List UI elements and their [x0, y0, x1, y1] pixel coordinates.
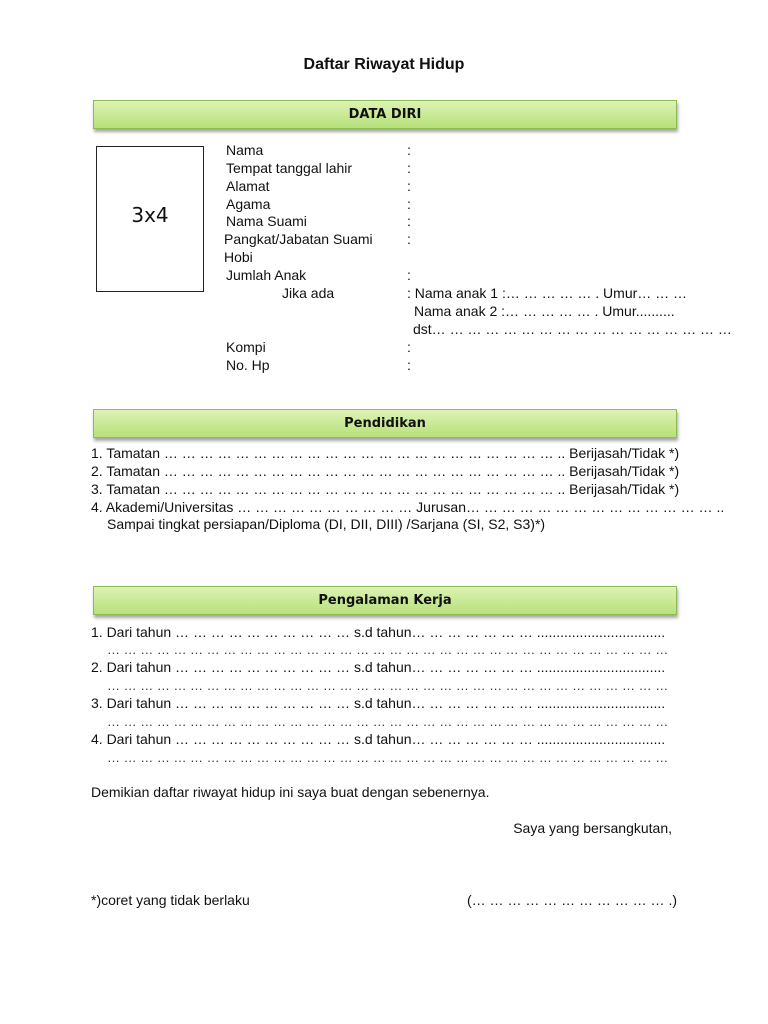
anak-line-3: dst… … … … … … … … … … … … … … … … … [413, 321, 732, 337]
footnote: *)coret yang tidak berlaku [91, 892, 250, 908]
colon-kompi: : [407, 339, 411, 355]
pengalaman-row-2-cont: … … … … … … … … … … … … … … … … … … … … … … … … … … … … … … … … … … [107, 678, 669, 693]
pendidikan-line-1: 1. Tamatan … … … … … … … … … … … … … … … … … … … … … … .. Berijasah/Tidak *) [91, 445, 680, 461]
pendidikan-line-2: 2. Tamatan … … … … … … … … … … … … … … … … … … … … … … .. Berijasah/Tidak *) [91, 463, 680, 479]
pendidikan-line-3: 3. Tamatan … … … … … … … … … … … … … … … … … … … … … … .. Berijasah/Tidak *) [91, 481, 680, 497]
label-hobi: Hobi [224, 249, 253, 265]
anak-line-2: Nama anak 2 :… … … … … . Umur.......... [414, 303, 675, 319]
signature-line: (… … … … … … … … … … … .) [467, 892, 677, 908]
colon-jumlah-anak: : [407, 267, 411, 283]
pengalaman-row-1: 1. Dari tahun … … … … … … … … … … s.d tahun… … … … … … … ................................. [91, 624, 666, 640]
section-header-pendidikan: Pendidikan [93, 409, 677, 438]
label-jumlah-anak: Jumlah Anak [226, 267, 307, 283]
section-header-pengalaman-kerja: Pengalaman Kerja [93, 586, 677, 615]
pengalaman-row-3: 3. Dari tahun … … … … … … … … … … s.d tahun… … … … … … … ................................. [91, 695, 666, 711]
anak-line-1: : Nama anak 1 :… … … … … . Umur… … … [407, 285, 688, 301]
label-nama-suami: Nama Suami [226, 213, 307, 229]
colon-nama: : [407, 142, 411, 158]
label-pangkat-jabatan-suami: Pangkat/Jabatan Suami [224, 231, 373, 247]
pengalaman-row-4-cont: … … … … … … … … … … … … … … … … … … … … … … … … … … … … … … … … … … [107, 750, 669, 765]
label-kompi: Kompi [226, 339, 266, 355]
signature-label: Saya yang bersangkutan, [513, 820, 672, 836]
colon-agama: : [407, 196, 411, 212]
colon-suami: : [407, 213, 411, 229]
pendidikan-line-4: 4. Akademi/Universitas … … … … … … … … … … Jurusan… … … … … … … … … … … … … … .. [91, 499, 725, 515]
label-no-hp: No. Hp [226, 357, 270, 373]
colon-hp: : [407, 357, 411, 373]
label-alamat: Alamat [226, 178, 270, 194]
pendidikan-line-5: Sampai tingkat persiapan/Diploma (DI, DII, DIII) /Sarjana (SI, S2, S3)*) [107, 516, 546, 532]
label-nama: Nama [226, 142, 264, 158]
colon-pangkat: : [407, 231, 411, 247]
closing-statement: Demikian daftar riwayat hidup ini saya buat dengan sebenernya. [91, 784, 490, 800]
colon-alamat: : [407, 178, 411, 194]
label-agama: Agama [226, 196, 271, 212]
colon-ttl: : [407, 160, 411, 176]
label-tempat-tanggal-lahir: Tempat tanggal lahir [226, 160, 353, 176]
pengalaman-row-3-cont: … … … … … … … … … … … … … … … … … … … … … … … … … … … … … … … … … … [107, 714, 669, 729]
pengalaman-row-4: 4. Dari tahun … … … … … … … … … … s.d tahun… … … … … … … ................................. [91, 731, 666, 747]
photo-box [96, 146, 204, 292]
section-header-data-diri: DATA DIRI [93, 100, 677, 129]
page-title: Daftar Riwayat Hidup [303, 56, 465, 73]
pengalaman-row-2: 2. Dari tahun … … … … … … … … … … s.d tahun… … … … … … … ................................. [91, 659, 666, 675]
photo-label: 3x4 [131, 203, 169, 227]
label-jika-ada: Jika ada [282, 285, 335, 301]
pengalaman-row-1-cont: … … … … … … … … … … … … … … … … … … … … … … … … … … … … … … … … … … [107, 642, 669, 657]
